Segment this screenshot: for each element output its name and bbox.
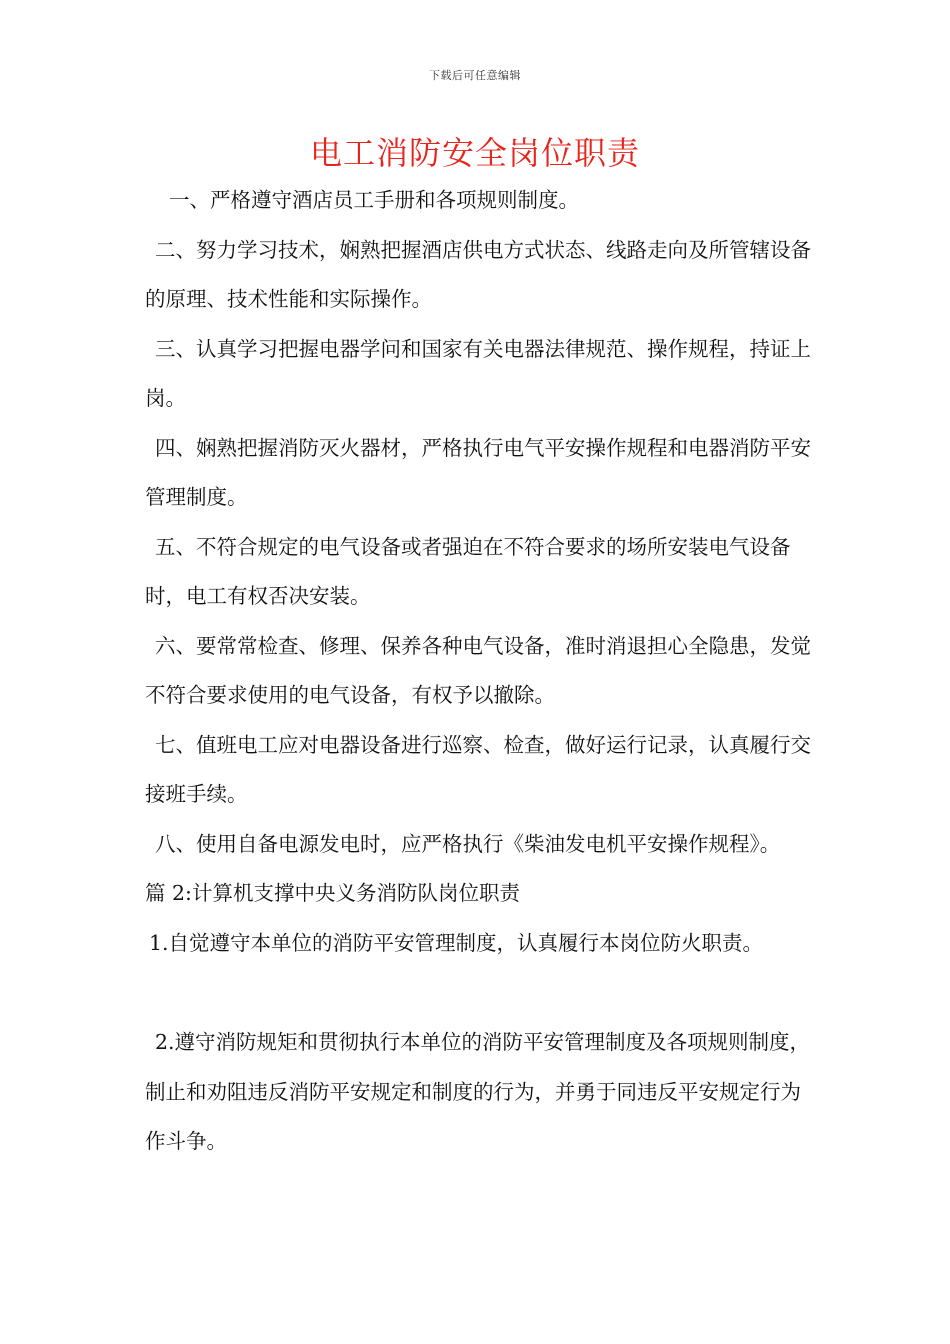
paragraph-gap	[145, 968, 815, 1018]
document-body	[145, 176, 815, 1167]
section-2-item-1: 1.自觉遵守本单位的消防平安管理制度，认真履行本岗位防火职责。	[149, 930, 764, 955]
paragraph-1: 一、严格遵守酒店员工手册和各项规则制度。	[169, 188, 579, 212]
paragraph-4: 四、娴熟把握消防灭火器材，严格执行电气平安操作规程和电器消防平安管理制度。	[145, 435, 811, 509]
paragraph-6: 六、要常常检查、修理、保养各种电气设备，准时消退担心全隐患，发觉不符合要求使用的电气设备，有权予以撤除。	[145, 633, 811, 707]
paragraph-8: 八、使用自备电源发电时，应严格执行《柴油发电机平安操作规程》。	[155, 831, 781, 856]
section-2-item-2: 2.遵守消防规矩和贯彻执行本单位的消防平安管理制度及各项规则制度，制止和劝阻违反消防平安规定和制度的行为，并勇于同违反平安规定行为作斗争。	[145, 1030, 811, 1153]
paragraph-3: 三、认真学习把握电器学问和国家有关电器法律规范、操作规程，持证上岗。	[145, 336, 811, 410]
section-2-heading: 篇 2:计算机支撑中央义务消防队岗位职责	[145, 881, 520, 905]
paragraph-7: 七、值班电工应对电器设备进行巡察、检查，做好运行记录，认真履行交接班手续。	[145, 732, 811, 806]
paragraph-5: 五、不符合规定的电气设备或者强迫在不符合要求的场所安装电气设备时，电工有权否决安装。	[145, 534, 791, 608]
header-note: 下载后可任意编辑	[429, 69, 521, 82]
paragraph-2: 二、努力学习技术，娴熟把握酒店供电方式状态、线路走向及所管辖设备的原理、技术性能和实际操作。	[145, 237, 811, 311]
document-title: 电工消防安全岗位职责	[309, 134, 640, 172]
